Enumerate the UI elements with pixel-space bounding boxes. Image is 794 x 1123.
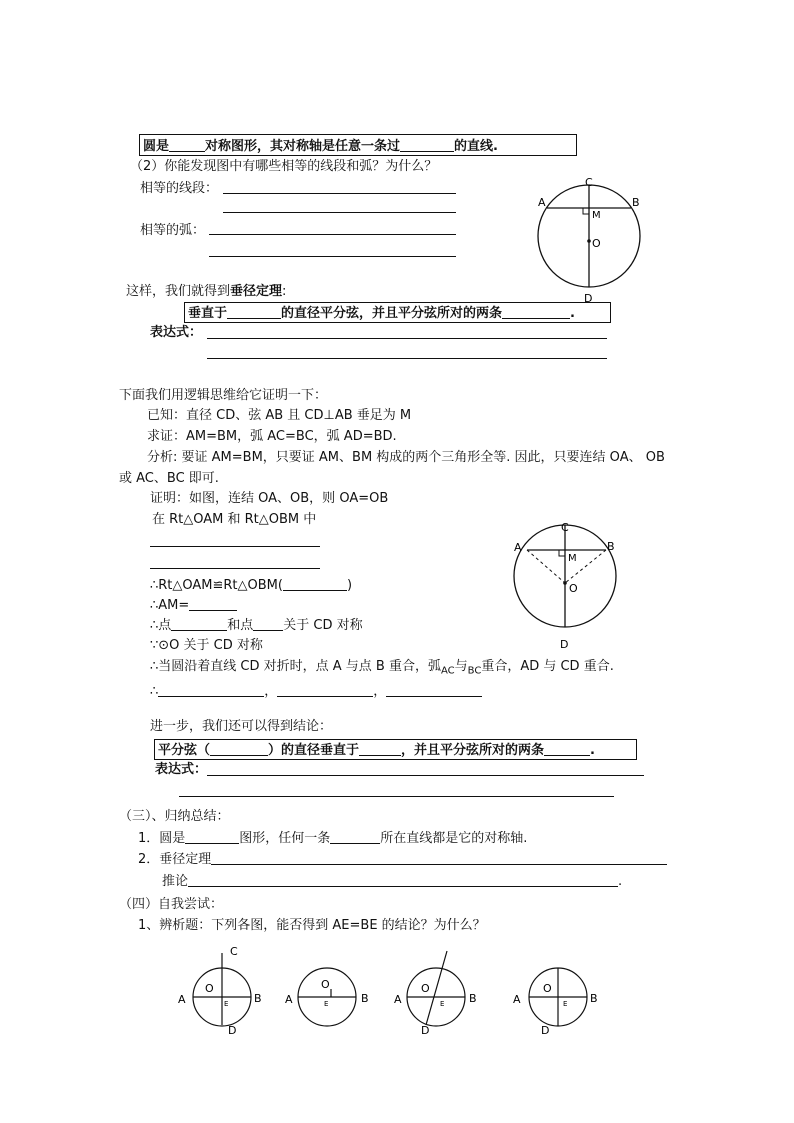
- box3-text-b: ）的直径垂直于: [268, 743, 360, 758]
- corollary-box: [154, 739, 637, 760]
- box3-text-c: ，并且平分弦所对的两条: [401, 743, 545, 758]
- try-question-1: 1、辨析题：下列各图，能否得到 AE=BE 的结论？为什么？: [138, 918, 486, 933]
- svg-text:E: E: [224, 1000, 229, 1008]
- box2-text-b: 的直径平分弦，并且平分弦所对的两条: [281, 306, 503, 321]
- circle-symmetric-line: ∵⊙O 关于 CD 对称: [150, 638, 263, 653]
- svg-text:O: O: [205, 982, 214, 995]
- q2-prompt: （2）你能发现图中有哪些相等的线段和弧？为什么？: [130, 159, 438, 174]
- svg-text:A: A: [178, 993, 186, 1006]
- svg-text:E: E: [324, 1000, 329, 1008]
- theorem-intro: 这样，我们就得到垂径定理:: [126, 284, 287, 299]
- fold-line: ∴当圆沿着直线 CD 对折时，点 A 与点 B 重合，弧$_{AC}$与$_{BC}$重合，AD 与 CD 重合.: [150, 659, 614, 677]
- to-prove: 求证：AM=BM，弧 AC=BC，弧 AD=BD.: [147, 429, 397, 444]
- svg-text:A: A: [513, 993, 521, 1006]
- box3-text-a: 平分弦（: [158, 743, 211, 758]
- svg-text:O: O: [321, 978, 330, 991]
- svg-text:E: E: [440, 1000, 445, 1008]
- label-o: O: [569, 582, 578, 595]
- box1-text-b: 对称图形，其对称轴是任意一条过: [205, 139, 401, 154]
- answer-line[interactable]: [179, 796, 614, 797]
- svg-text:D: D: [541, 1024, 550, 1037]
- try-title: （四）自我尝试：: [119, 897, 224, 912]
- points-symmetric-line: ∴点 和点 关于 CD 对称: [150, 618, 363, 633]
- circle-figure-1: [530, 172, 640, 305]
- answer-line[interactable]: [150, 568, 320, 569]
- summary-item-2: 2．垂径定理: [138, 852, 667, 866]
- svg-text:A: A: [285, 993, 293, 1006]
- svg-text:O: O: [421, 982, 430, 995]
- box3-text-d: .: [590, 743, 595, 758]
- svg-text:E: E: [563, 1000, 568, 1008]
- small-figure-3: [390, 945, 480, 1035]
- theorem-box: [184, 302, 611, 323]
- answer-line[interactable]: [207, 338, 607, 339]
- small-figure-2: [283, 963, 373, 1033]
- answer-line[interactable]: [150, 546, 320, 547]
- small-figure-4: [510, 945, 600, 1035]
- in-triangles: 在 Rt△OAM 和 Rt△OBM 中: [152, 512, 317, 527]
- analysis-line-2: 或 AC、BC 即可.: [119, 471, 219, 486]
- svg-text:B: B: [590, 992, 598, 1005]
- box2-text-a: 垂直于: [188, 306, 228, 321]
- answer-line[interactable]: [223, 193, 456, 194]
- circle-figure-2: [508, 520, 628, 650]
- label-b: B: [632, 196, 640, 209]
- svg-text:O: O: [543, 982, 552, 995]
- box1-text-c: 的直线.: [454, 139, 498, 154]
- definition-box: [139, 134, 577, 156]
- theorem-name: 垂径定理: [230, 284, 283, 299]
- answer-line[interactable]: [223, 212, 456, 213]
- box1-text-a: 圆是: [143, 139, 170, 154]
- label-b: B: [607, 540, 615, 553]
- label-d: D: [560, 638, 569, 651]
- proof-intro: 下面我们用逻辑思维给它证明一下：: [119, 388, 328, 403]
- label-a: A: [514, 541, 522, 554]
- expression-label: 表达式：: [150, 325, 203, 340]
- small-figure-1: [175, 943, 265, 1035]
- answer-line[interactable]: [207, 358, 607, 359]
- label-m: M: [568, 553, 577, 564]
- answer-line[interactable]: [209, 256, 456, 257]
- analysis-line-1: 分析: 要证 AM=BM，只要证 AM、BM 构成的两个三角形全等. 因此，只要连结 OA、 OB: [147, 450, 665, 465]
- svg-text:A: A: [394, 993, 402, 1006]
- label-c: C: [585, 176, 593, 189]
- am-line: ∴AM=: [150, 598, 237, 612]
- label-o: O: [592, 237, 601, 250]
- svg-text:B: B: [254, 992, 262, 1005]
- congruent-line: ∴Rt△OAM≌Rt△OBM( ): [150, 578, 353, 593]
- box2-text-c: .: [570, 306, 575, 321]
- therefore-line: ∴ ， ，: [150, 684, 482, 698]
- label-m: M: [592, 210, 601, 221]
- label-d: D: [584, 292, 593, 305]
- summary-item-1: 1．圆是 图形，任何一条 所在直线都是它的对称轴.: [138, 831, 528, 846]
- svg-text:D: D: [421, 1024, 430, 1037]
- svg-text:C: C: [230, 945, 238, 958]
- expression-label-2: 表达式：: [155, 762, 208, 777]
- answer-line[interactable]: [207, 775, 644, 776]
- summary-item-3: 推论 .: [162, 874, 623, 889]
- label-a: A: [538, 196, 546, 209]
- proof-start: 证明：如图，连结 OA、OB，则 OA=OB: [150, 491, 389, 506]
- given: 已知：直径 CD、弦 AB 且 CD⊥AB 垂足为 M: [147, 408, 412, 423]
- further-text: 进一步，我们还可以得到结论：: [150, 719, 333, 734]
- svg-text:B: B: [469, 992, 477, 1005]
- summary-title: （三）、归纳总结：: [119, 809, 230, 824]
- answer-line[interactable]: [209, 234, 456, 235]
- label-c: C: [561, 521, 569, 534]
- equal-segments-label: 相等的线段：: [140, 181, 219, 196]
- svg-text:B: B: [361, 992, 369, 1005]
- equal-arcs-label: 相等的弧：: [140, 223, 206, 238]
- svg-text:D: D: [228, 1024, 237, 1037]
